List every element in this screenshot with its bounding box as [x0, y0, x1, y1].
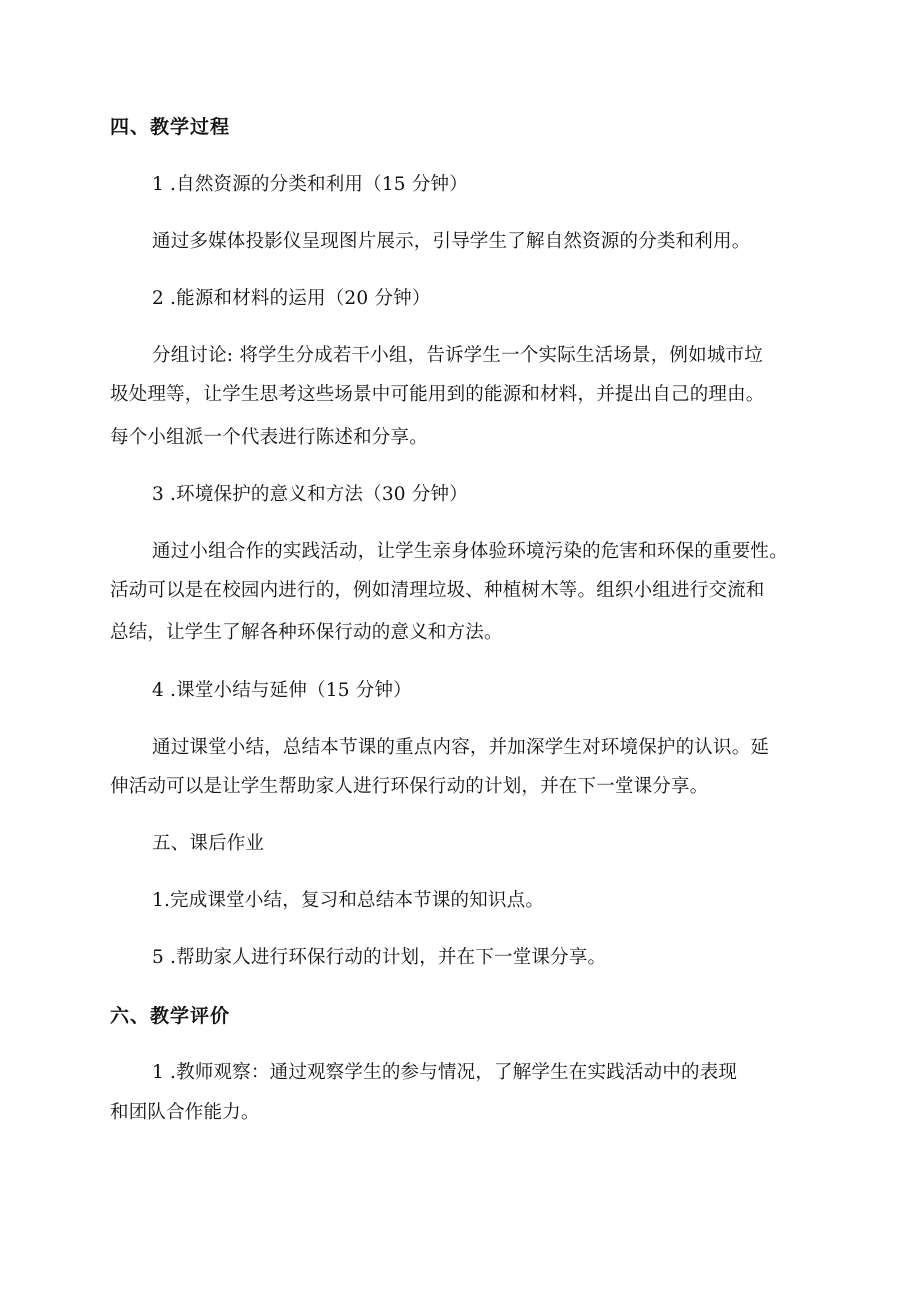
- section-heading-homework: 五、课后作业: [152, 833, 265, 854]
- item-2-body-line-3: 每个小组派一个代表进行陈述和分享。: [110, 427, 428, 448]
- item-1-body: 通过多媒体投影仪呈现图片展示，引导学生了解自然资源的分类和利用。: [152, 231, 751, 252]
- homework-item-2: 5 .帮助家人进行环保行动的计划，并在下一堂课分享。: [152, 947, 607, 968]
- item-3-body-line-2: 活动可以是在校园内进行的，例如清理垃圾、种植树木等。组织小组进行交流和: [110, 580, 765, 601]
- item-2-body-line-2: 圾处理等，让学生思考这些场景中可能用到的能源和材料，并提出自己的理由。: [110, 384, 765, 405]
- item-4-body-line-1: 通过课堂小结，总结本节课的重点内容，并加深学生对环境保护的认识。延: [152, 737, 770, 758]
- item-2-title: 2 .能源和材料的运用（20 分钟）: [152, 288, 431, 309]
- evaluation-item-1-line-2: 和团队合作能力。: [110, 1102, 260, 1123]
- item-3-title: 3 .环境保护的意义和方法（30 分钟）: [152, 484, 468, 505]
- item-4-body-line-2: 伸活动可以是让学生帮助家人进行环保行动的计划，并在下一堂课分享。: [110, 776, 709, 797]
- item-4-title: 4 .课堂小结与延伸（15 分钟）: [152, 680, 412, 701]
- section-heading-teaching-process: 四、教学过程: [110, 116, 231, 138]
- item-1-title: 1 .自然资源的分类和利用（15 分钟）: [152, 174, 468, 195]
- item-3-body-line-1: 通过小组合作的实践活动，让学生亲身体验环境污染的危害和环保的重要性。: [152, 541, 788, 562]
- homework-item-1: 1.完成课堂小结，复习和总结本节课的知识点。: [152, 890, 545, 911]
- evaluation-item-1-line-1: 1 .教师观察：通过观察学生的参与情况，了解学生在实践活动中的表现: [152, 1062, 738, 1083]
- item-3-body-line-3: 总结，让学生了解各种环保行动的意义和方法。: [110, 622, 503, 643]
- item-2-body-line-1: 分组讨论: 将学生分成若干小组，告诉学生一个实际生活场景，例如城市垃: [152, 345, 763, 366]
- section-heading-teaching-evaluation: 六、教学评价: [110, 1005, 231, 1027]
